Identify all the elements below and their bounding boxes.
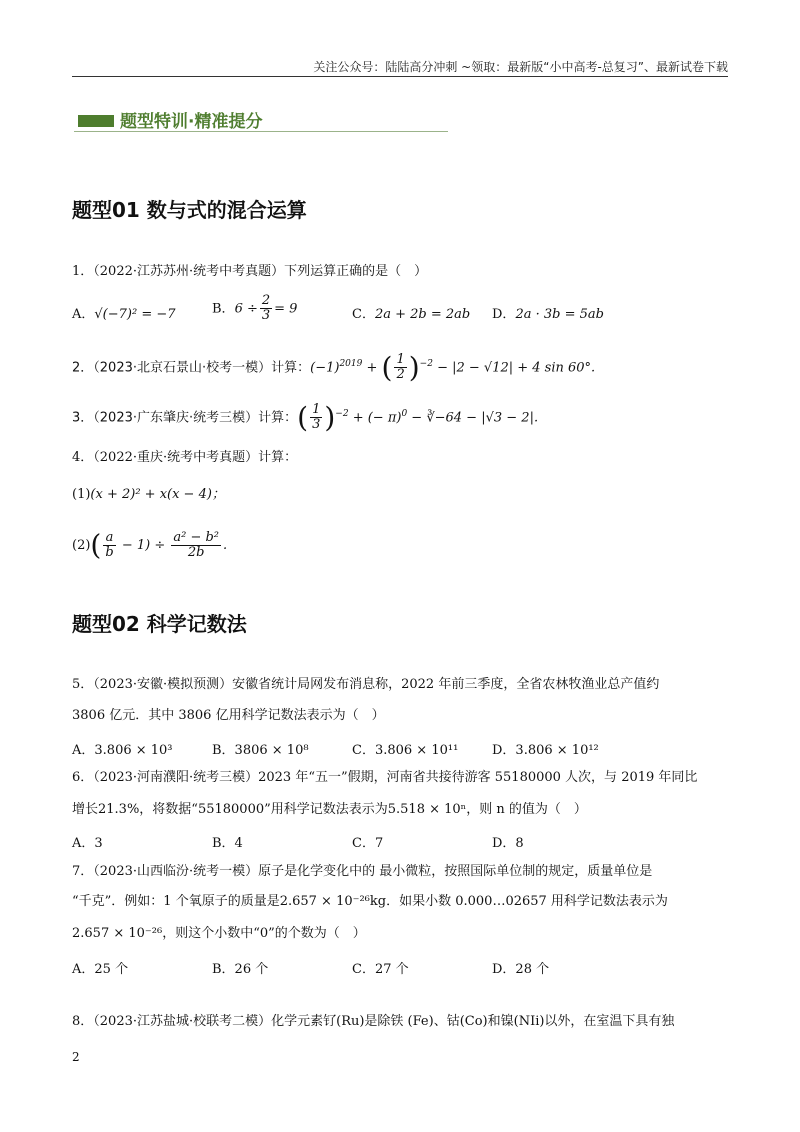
q2-stem: 2．（2023·北京石景山·校考一模）计算： bbox=[72, 360, 311, 376]
q6-option-b: B．4 bbox=[212, 836, 243, 851]
q5-option-a: A．3.806 × 10³ bbox=[72, 743, 173, 758]
section-title-1: 题型01 数与式的混合运算 bbox=[72, 198, 307, 222]
q4-part-1 bbox=[72, 485, 225, 505]
q2-fraction bbox=[394, 353, 406, 383]
banner-divider bbox=[74, 131, 448, 132]
q5-option-c: C．3.806 × 10¹¹ bbox=[352, 743, 459, 758]
q1-option-c bbox=[352, 303, 470, 322]
q7-option-a: A．25 个 bbox=[72, 962, 129, 977]
question-6-stem-line-1: 6．（2023·河南濮阳·统考三模）2023 年“五一”假期，河南省共接待游客 55180000 人次，与 2019 年同比 bbox=[72, 770, 698, 785]
q3-paren-close: ) bbox=[324, 400, 336, 434]
q1-option-a bbox=[72, 303, 176, 322]
question-7-stem-line-1: 7．（2023·山西临汾·统考一模）原子是化学变化中的 最小微粒，按照国际单位制的规定，质量单位是 bbox=[72, 864, 653, 879]
q4-p2-fraction-2 bbox=[171, 531, 221, 561]
q1-c-expr: 2a + 2b = 2ab bbox=[374, 307, 471, 322]
q1-b-pre: 6 ÷ bbox=[234, 301, 258, 317]
q3-fraction bbox=[310, 403, 322, 433]
q2-paren-close: ) bbox=[408, 350, 420, 384]
banner-bar-icon bbox=[78, 115, 114, 127]
q2-expr-c: − |2 − √12| + 4 sin 60°. bbox=[432, 360, 596, 376]
q4-p1-expr: (x + 2)² + x(x − 4)； bbox=[90, 487, 225, 502]
question-8-stem-line-1: 8．（2023·江苏盐城·校联考二模）化学元素钌(Ru)是除铁 (Fe)、钴(Co)和镍(NIi)以外，在室温下具有独 bbox=[72, 1014, 675, 1029]
q4-p2-label: (2) bbox=[72, 538, 91, 553]
q3-expr-c: − ∛−64 − |√3 − 2|. bbox=[407, 410, 539, 426]
q6-option-c: C．7 bbox=[352, 836, 384, 851]
question-5-stem-line-1: 5．（2023·安徽·模拟预测）安徽省统计局网发布消息称，2022 年前三季度，全省农林牧渔业总产值约 bbox=[72, 677, 660, 692]
q1-d-expr: 2a · 3b = 5ab bbox=[515, 307, 604, 322]
q4-p2-num2: a² − b² bbox=[173, 529, 220, 545]
question-6-stem-line-2: 增长21.3%，将数据“55180000”用科学记数法表示为5.518 × 10ⁿ，则 n 的值为（ ） bbox=[72, 802, 587, 817]
q7-option-d: D．28 个 bbox=[492, 962, 550, 977]
q1-c-label: C． bbox=[352, 307, 375, 322]
q2-den: 2 bbox=[396, 367, 405, 383]
q3-paren-open: ( bbox=[297, 400, 309, 434]
q2-paren-open: ( bbox=[381, 350, 393, 384]
q3-stem: 3．（2023·广东肇庆·统考三模）计算： bbox=[72, 410, 298, 426]
q1-b-den: 3 bbox=[261, 308, 271, 324]
section-title-2: 题型02 科学记数法 bbox=[72, 612, 247, 636]
q1-b-num: 2 bbox=[261, 293, 271, 308]
q1-b-post: = 9 bbox=[274, 301, 298, 317]
question-2 bbox=[72, 348, 595, 384]
q2-expr-a: (−1) bbox=[310, 360, 340, 376]
q3-num: 1 bbox=[312, 402, 321, 418]
q1-option-b bbox=[212, 294, 297, 324]
q1-b-label: B． bbox=[212, 301, 235, 317]
page-number: 2 bbox=[72, 1050, 80, 1064]
q4-p2-num1: a bbox=[103, 531, 115, 546]
q6-option-d: D．8 bbox=[492, 836, 524, 851]
q3-exp-a: −2 bbox=[335, 409, 349, 419]
banner-title: 题型特训·精准提分 bbox=[120, 112, 263, 132]
q4-p2-fraction-1 bbox=[103, 531, 115, 561]
header-divider bbox=[72, 76, 728, 77]
question-4-stem: 4．（2022·重庆·统考中考真题）计算： bbox=[72, 450, 298, 465]
question-7-stem-line-2: “千克”．例如：1 个氧原子的质量是2.657 × 10⁻²⁶kg．如果小数 0.000…02657 用科学记数法表示为 bbox=[72, 894, 668, 909]
q2-expr-b: + bbox=[362, 360, 382, 376]
q4-p2-den1: b bbox=[105, 545, 114, 560]
q2-exp-a: 2019 bbox=[339, 359, 363, 369]
q4-p2-mid: − 1) ÷ bbox=[117, 538, 170, 553]
q2-exp-b: −2 bbox=[419, 359, 433, 369]
q5-option-b: B．3806 × 10⁸ bbox=[212, 743, 309, 758]
q2-num: 1 bbox=[396, 352, 405, 368]
q3-exp-b: 0 bbox=[401, 409, 408, 419]
question-3 bbox=[72, 398, 538, 434]
q1-b-fraction bbox=[260, 294, 272, 324]
q4-p2-den2: 2b bbox=[187, 545, 205, 560]
q4-p2-end: . bbox=[223, 538, 228, 553]
q7-option-b: B．26 个 bbox=[212, 962, 269, 977]
q5-option-d: D．3.806 × 10¹² bbox=[492, 743, 599, 758]
q7-option-c: C．27 个 bbox=[352, 962, 409, 977]
q6-option-a: A．3 bbox=[72, 836, 103, 851]
q4-part-2 bbox=[72, 528, 227, 564]
question-7-stem-line-3: 2.657 × 10⁻²⁶，则这个小数中“0”的个数为（ ） bbox=[72, 926, 366, 941]
q3-expr-b: + (− π) bbox=[348, 410, 402, 426]
q3-den: 3 bbox=[312, 417, 321, 433]
q4-p2-paren-open: ( bbox=[90, 528, 102, 562]
q4-p1-label: (1) bbox=[72, 487, 91, 502]
question-1-stem: 1．（2022·江苏苏州·统考中考真题）下列运算正确的是（ ） bbox=[72, 264, 428, 279]
q1-a-label: A． bbox=[72, 307, 95, 322]
question-5-stem-line-2: 3806 亿元．其中 3806 亿用科学记数法表示为（ ） bbox=[72, 708, 385, 723]
q1-d-label: D． bbox=[492, 307, 516, 322]
header-notice: 关注公众号：陆陆高分冲刺 ~领取：最新版“小中高考-总复习”、最新试卷下载 bbox=[313, 60, 728, 74]
q1-a-expr: √(−7)² = −7 bbox=[94, 307, 176, 322]
q1-option-d bbox=[492, 303, 604, 322]
